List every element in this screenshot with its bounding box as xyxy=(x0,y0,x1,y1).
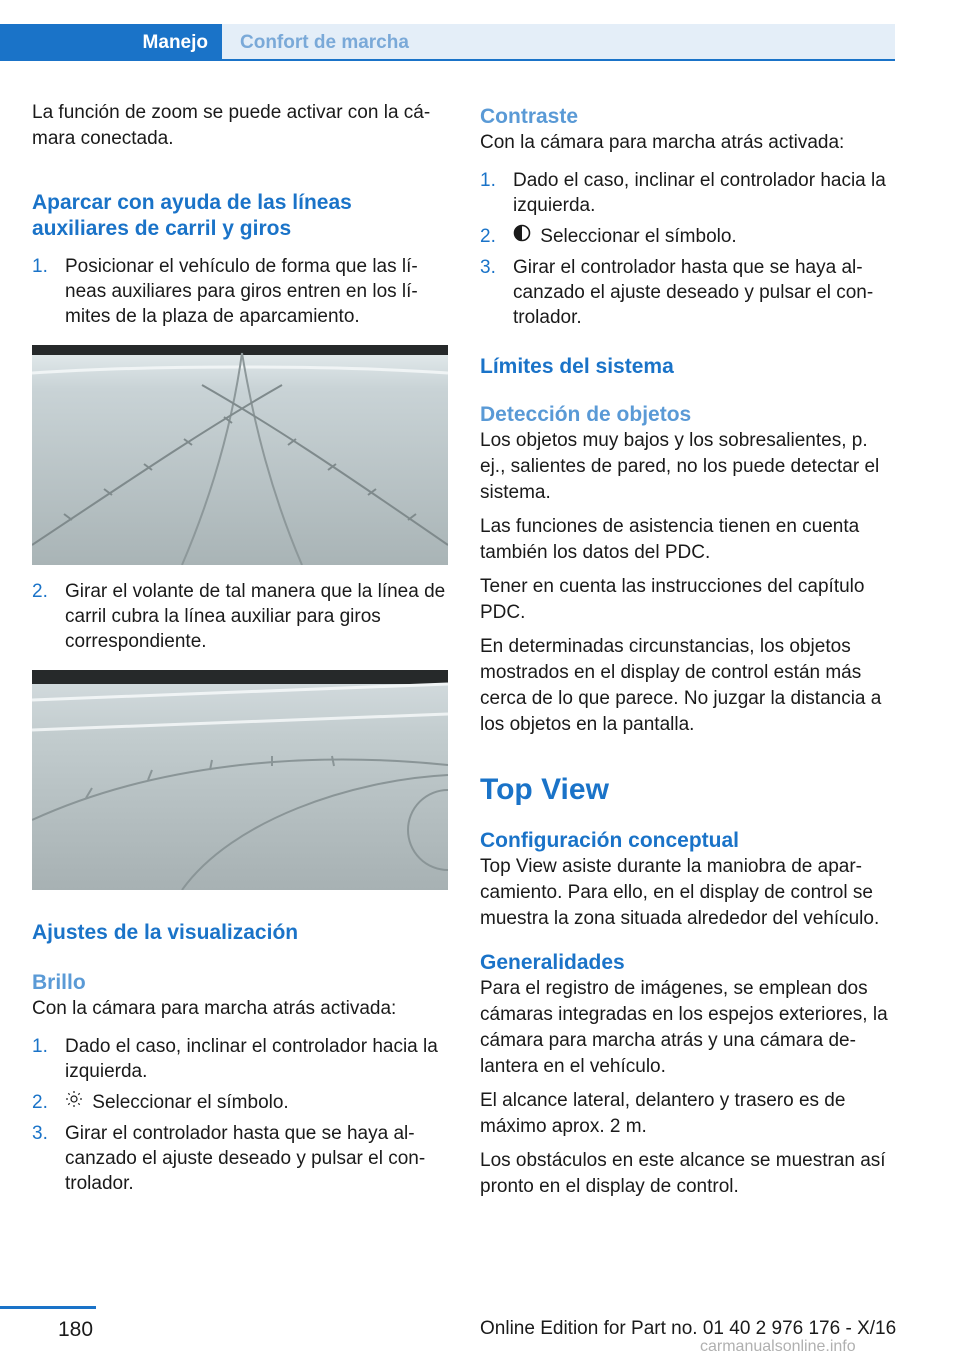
section-title-top-view: Top View xyxy=(480,773,609,807)
step-number: 2. xyxy=(32,581,48,602)
deteccion-para-1: Los objetos muy bajos y los sobresalientes, p. ej., salientes de pared, no los puede detectar el sistema. xyxy=(480,430,880,504)
step-number: 2. xyxy=(480,226,496,247)
left-column xyxy=(32,100,448,1202)
intro-text: La función de zoom se puede activar con la cá-mara conectada. xyxy=(32,102,431,149)
subsection-title-generalidades: Generalidades xyxy=(480,951,625,975)
contraste-step-3 xyxy=(480,255,896,330)
camera-image-steering xyxy=(32,670,448,890)
contrast-icon xyxy=(513,224,535,249)
header-tab-confort-de-marcha: Confort de marcha xyxy=(222,24,895,61)
camera-image-steering-graphic xyxy=(32,670,448,890)
step-number: 3. xyxy=(32,1123,48,1145)
step-text: Girar el volante de tal manera que la línea de carril cubra la línea auxiliar para giros correspondiente. xyxy=(65,581,446,652)
general-para-3: Los obstáculos en este alcance se muestran así pronto en el display de control. xyxy=(480,1150,886,1198)
contraste-intro: Con la cámara para marcha atrás activada: xyxy=(480,132,845,153)
step-1 xyxy=(32,254,448,329)
page-number: 180 xyxy=(58,1318,94,1341)
edition-text: Online Edition for Part no. 01 40 2 976 176 - X/16 xyxy=(480,1318,897,1339)
step-text: Dado el caso, inclinar el controlador hacia la izquierda. xyxy=(65,1036,438,1082)
brightness-icon xyxy=(65,1090,87,1115)
step-number: 1. xyxy=(32,1036,48,1057)
subsection-title-configuracion: Configuración conceptual xyxy=(480,829,740,853)
subsection-title-brillo: Brillo xyxy=(32,971,86,994)
config-text: Top View asiste durante la maniobra de apar-camiento. Para ello, en el display de control se muestra la zona situada alrededor del vehículo. xyxy=(480,856,880,930)
step-label: Seleccionar el símbolo. xyxy=(92,1092,289,1113)
step-number: 1. xyxy=(32,256,48,277)
step-text xyxy=(513,224,896,249)
step-text: Girar el controlador hasta que se haya al-canzado el ajuste deseado y pulsar el con-trolador. xyxy=(65,1123,426,1195)
brillo-step-1 xyxy=(32,1034,448,1084)
step-text: Posicionar el vehículo de forma que las lí-neas auxiliares para giros entren en los lí-mites de la plaza de aparcamiento. xyxy=(65,256,418,327)
footer-rule xyxy=(0,1306,96,1309)
deteccion-para-2: Las funciones de asistencia tienen en cuenta también los datos del PDC. xyxy=(480,516,860,564)
step-text: Girar el controlador hasta que se haya al-canzado el ajuste deseado y pulsar el con-trolador. xyxy=(513,257,874,329)
brillo-step-2 xyxy=(32,1090,448,1115)
general-para-2: El alcance lateral, delantero y trasero es de máximo aprox. 2 m. xyxy=(480,1090,846,1138)
brillo-intro: Con la cámara para marcha atrás activada: xyxy=(32,998,397,1019)
camera-image-lines-graphic xyxy=(32,345,448,565)
contraste-step-1 xyxy=(480,168,896,218)
deteccion-para-4: En determinadas circunstancias, los objetos mostrados en el display de control están más cerca de lo que parece. No juzgar la distancia a los objetos en la pantalla. xyxy=(480,636,882,736)
brillo-step-3 xyxy=(32,1121,448,1196)
section-title-ajustes-visualizacion: Ajustes de la visualización xyxy=(32,921,299,944)
section-title-lineas-auxiliares: Aparcar con ayuda de las líneas auxiliares de carril y giros xyxy=(32,191,352,240)
step-number: 3. xyxy=(480,257,496,279)
header-tab-manejo: Manejo xyxy=(0,24,222,61)
step-2 xyxy=(32,579,448,654)
step-text xyxy=(65,1090,448,1115)
step-number: 2. xyxy=(32,1092,48,1113)
step-label: Seleccionar el símbolo. xyxy=(540,226,737,247)
contraste-step-2 xyxy=(480,224,896,249)
header-rule xyxy=(0,59,895,61)
general-para-1: Para el registro de imágenes, se emplean dos cámaras integradas en los espejos exteriores, la cámara para marcha atrás y una cámara de-lantera en el vehículo. xyxy=(480,978,888,1078)
deteccion-para-3: Tener en cuenta las instrucciones del capítulo PDC. xyxy=(480,576,865,624)
watermark: carmanualsonline.info xyxy=(700,1338,856,1355)
subsection-title-contraste: Contraste xyxy=(480,105,579,128)
camera-image-lines xyxy=(32,345,448,565)
right-column xyxy=(480,100,896,1208)
step-text: Dado el caso, inclinar el controlador hacia la izquierda. xyxy=(513,170,886,216)
section-title-limites-sistema: Límites del sistema xyxy=(480,355,674,379)
subsection-title-deteccion-objetos: Detección de objetos xyxy=(480,403,692,427)
step-number: 1. xyxy=(480,170,496,191)
